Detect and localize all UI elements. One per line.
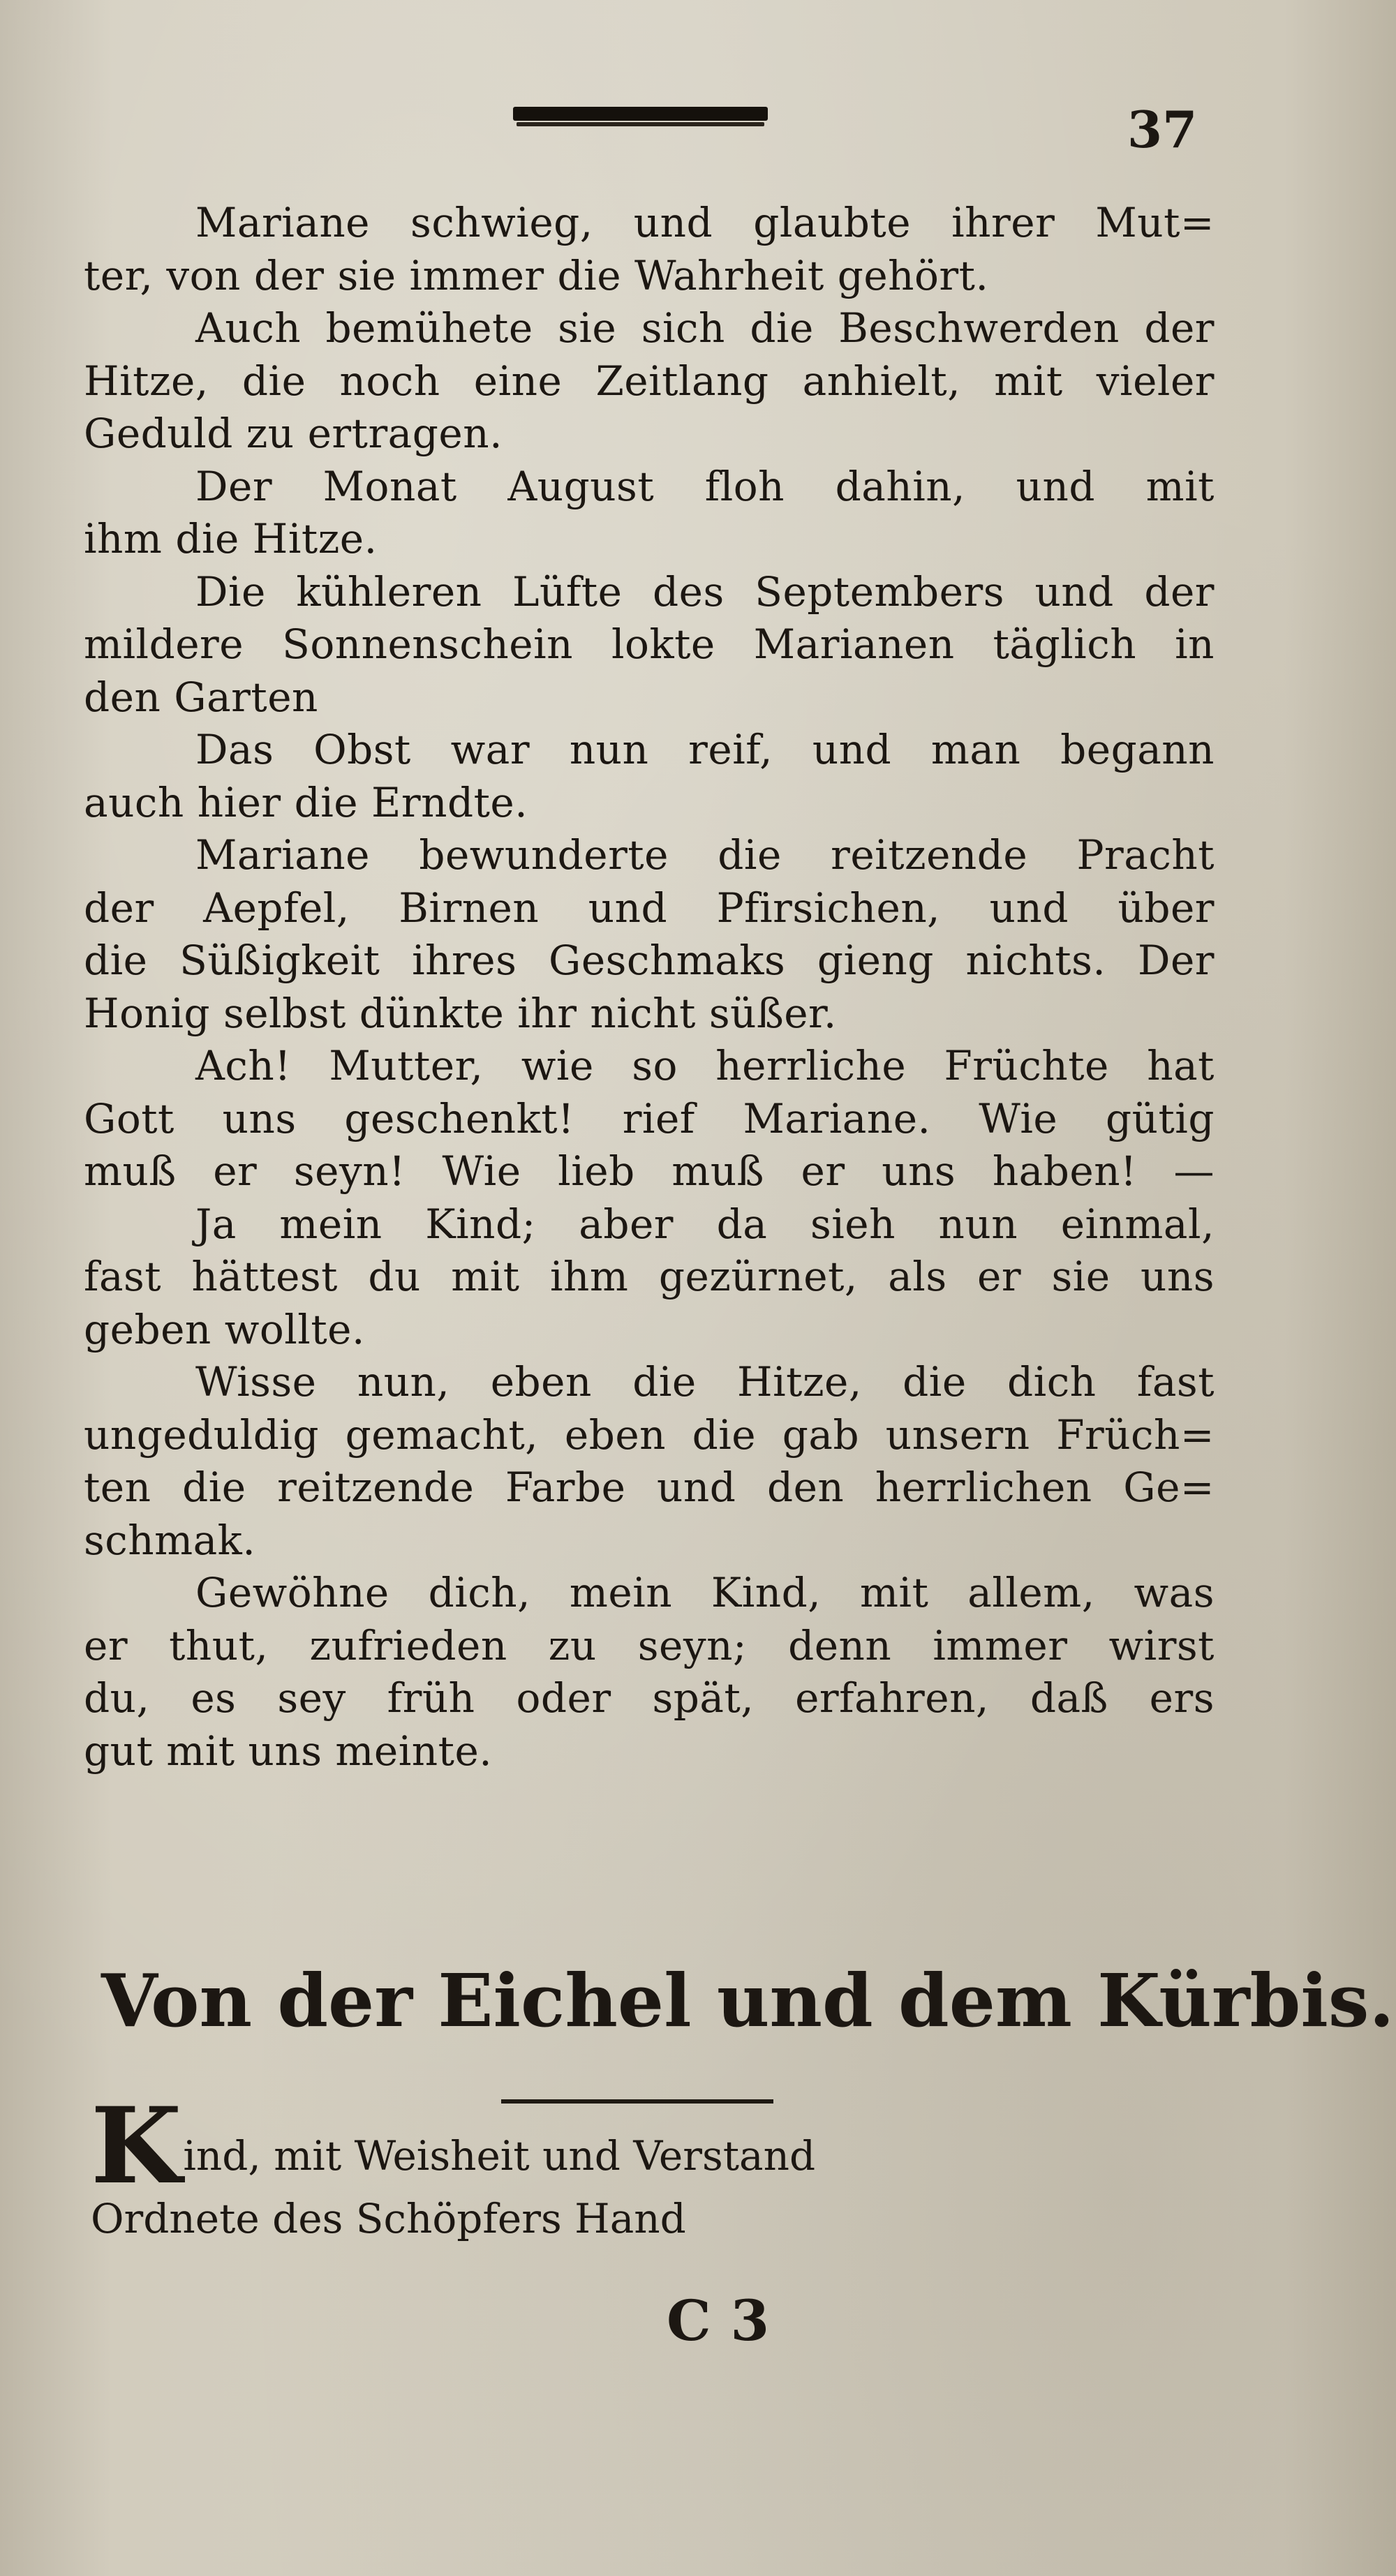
header-ornament-rule <box>513 101 768 129</box>
text-line: Mariane schwieg, und glaubte ihrer Mut= <box>195 199 1215 246</box>
header-rule-thin <box>517 122 764 126</box>
verse-line-2: Ordnete des Schöpfers Hand <box>91 2195 686 2242</box>
text-line: Das Obst war nun reif, und man begann <box>195 726 1215 773</box>
body-text <box>84 197 1215 1778</box>
verse-dropcap: K <box>91 2085 182 2208</box>
page-number: 37 <box>1127 100 1198 159</box>
text-line: die Süßigkeit ihres Geschmaks gieng nichts. Der <box>84 937 1215 984</box>
text-line: Wisse nun, eben die Hitze, die dich fast <box>195 1358 1215 1406</box>
text-line: Honig selbst dünkte ihr nicht süßer. <box>84 989 837 1037</box>
text-line: Gott uns geschenkt! rief Mariane. Wie gütig <box>84 1094 1215 1142</box>
text-line: Geduld zu ertragen. <box>84 410 503 457</box>
text-line: Ach! Mutter, wie so herrliche Früchte hat <box>195 1042 1215 1089</box>
text-line: ten die reitzende Farbe und den herrlichen Ge= <box>84 1464 1215 1511</box>
text-line: Hitze, die noch eine Zeitlang anhielt, mit vieler <box>84 357 1215 405</box>
text-line: gut mit uns meinte. <box>84 1727 493 1775</box>
text-line: geben wollte. <box>84 1305 365 1353</box>
text-line: Ja mein Kind; aber da sieh nun einmal, <box>195 1200 1215 1248</box>
text-line: fast hättest du mit ihm gezürnet, als er sie uns <box>84 1253 1215 1300</box>
text-line: mildere Sonnenschein lokte Marianen täglich in <box>84 620 1215 668</box>
verse-line-1 <box>91 2085 1068 2208</box>
text-line: Mariane bewunderte die reitzende Pracht <box>195 831 1215 879</box>
text-line: schmak. <box>84 1516 256 1564</box>
text-line: ter, von der sie immer die Wahrheit gehört. <box>84 251 989 299</box>
text-line: ungeduldig gemacht, eben die gab unsern Früch= <box>84 1410 1215 1459</box>
text-line: er thut, zufrieden zu seyn; denn immer wirst <box>84 1621 1215 1669</box>
text-line: Der Monat August floh dahin, und mit <box>195 462 1215 510</box>
heading-divider <box>501 2099 773 2104</box>
text-line: Die kühleren Lüfte des Septembers und der <box>195 567 1215 616</box>
text-line: ihm die Hitze. <box>84 515 378 563</box>
text-line: du, es sey früh oder spät, erfahren, daß ers <box>84 1674 1215 1722</box>
verse-block <box>91 2085 1068 2250</box>
signature-mark: C 3 <box>667 2288 770 2353</box>
text-line: der Aepfel, Birnen und Pfirsichen, und über <box>84 884 1215 932</box>
text-line: den Garten <box>84 673 318 721</box>
text-line: auch hier die Erndte. <box>84 778 528 826</box>
section-heading: Von der Eichel und dem Kürbis. <box>101 1958 1395 2043</box>
text-line: muß er seyn! Wie lieb muß er uns haben! — <box>84 1147 1215 1195</box>
text-line: Auch bemühete sie sich die Beschwerden der <box>195 304 1215 352</box>
header-rule-thick <box>513 107 768 121</box>
verse-line-1-text: ind, mit Weisheit und Verstand <box>183 2132 816 2180</box>
text-line: Gewöhne dich, mein Kind, mit allem, was <box>195 1569 1215 1616</box>
